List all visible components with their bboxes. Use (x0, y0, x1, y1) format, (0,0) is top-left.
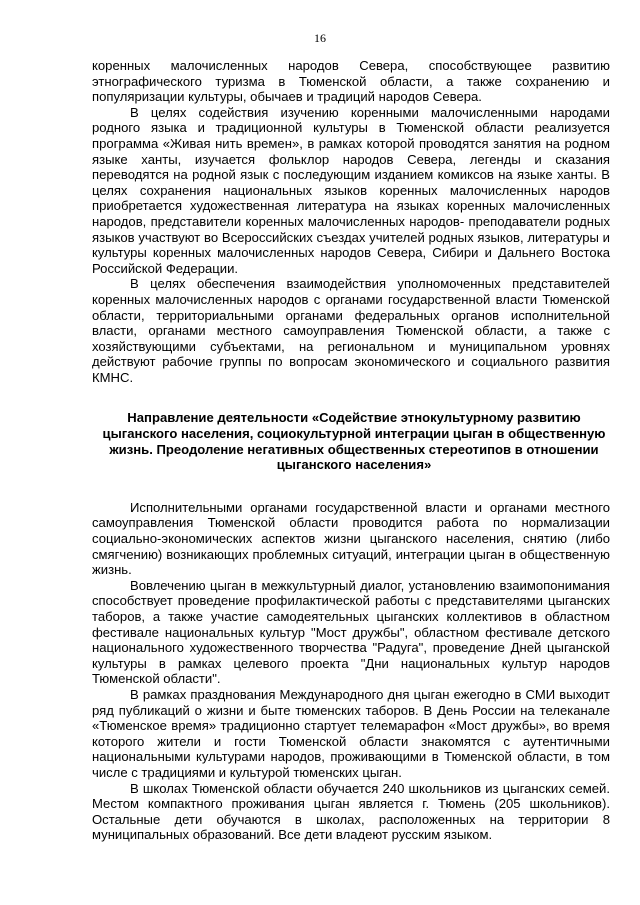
paragraph-intercultural-dialogue: Вовлечению цыган в межкультурный диалог, установлению взаимопонимания способствует проведение профилактической работы с представителями цыганских таборов, а также участие самодеятельных цыганских коллективов в областном фестивале национальных культур "Мост дружбы", областном фестивале детского национального художественного творчества "Радуга", проведение Дней цыганской культуры в рамках целевого проекта "Дни национальных культур народов Тюменской области". (92, 577, 610, 687)
paragraph-executive-bodies: Исполнительными органами государственной власти и органами местного самоуправления Тюменской области проводится работа по нормализации социально-экономических аспектов жизни цыганского населения, снятию (либо смягчению) возникающих проблемных ситуаций, интеграции цыган в общественную жизнь. (92, 499, 610, 578)
paragraph-schools: В школах Тюменской области обучается 240 школьников из цыганских семей. Местом компактного проживания цыган является г. Тюмень (205 школьников). Остальные дети обучаются в школах, расположенных на территории 8 муниципальных образований. Все дети владеют русским языком. (92, 780, 610, 843)
paragraph-working-groups: В целях обеспечения взаимодействия уполномоченных представителей коренных малочисленных народов с органами государственной власти Тюменской области, территориальными органами федеральных органов исполнительной власти, органами местного самоуправления Тюменской области, а также с хозяйствующими субъектами, на региональном и муниципальном уровнях действуют рабочие группы по вопросам экономического и социального развития КМНС. (92, 276, 610, 385)
paragraph-roma-day: В рамках празднования Международного дня цыган ежегодно в СМИ выходит ряд публикаций о жизни и быте тюменских таборов. В День России на телеканале «Тюменское время» традиционно стартует телемарафон «Мост дружбы», во время которого жители и гости Тюменской области знакомятся с аутентичными национальными культурами народов, проживающими в Тюменской области, в том числе с традициями и культурой тюменских цыган. (92, 686, 610, 780)
paragraph-native-language-program: В целях содействия изучению коренными малочисленными народами родного языка и традиционной культуры в Тюменской области реализуется программа «Живая нить времен», в рамках которой проводятся занятия на родном языке ханты, изучается фольклор народов Севера, легенды и сказания переводятся на родной язык с последующим изданием комиксов на языке ханты. В целях сохранения национальных языков коренных малочисленных народов приобретается художественная литература на языках коренных малочисленных народов, представители коренных малочисленных народов- преподаватели родных языков участвуют во Всероссийских съездах учителей родных языков, литературы и культуры коренных малочисленных народов Севера, Сибири и Дальнего Востока Российской Федерации. (92, 104, 610, 276)
section-heading: Направление деятельности «Содействие этнокультурному развитию цыганского населения, социокультурной интеграции цыган в общественную жизнь. Преодоление негативных общественных стереотипов в отношении цыганского населения» (102, 410, 606, 473)
page-number: 16 (314, 31, 326, 45)
paragraph-continuation: коренных малочисленных народов Севера, способствующее развитию этнографического туризма в Тюменской области, а также сохранению и популяризации культуры, обычаев и традиций народов Севера. (92, 58, 610, 105)
document-body (92, 58, 610, 843)
